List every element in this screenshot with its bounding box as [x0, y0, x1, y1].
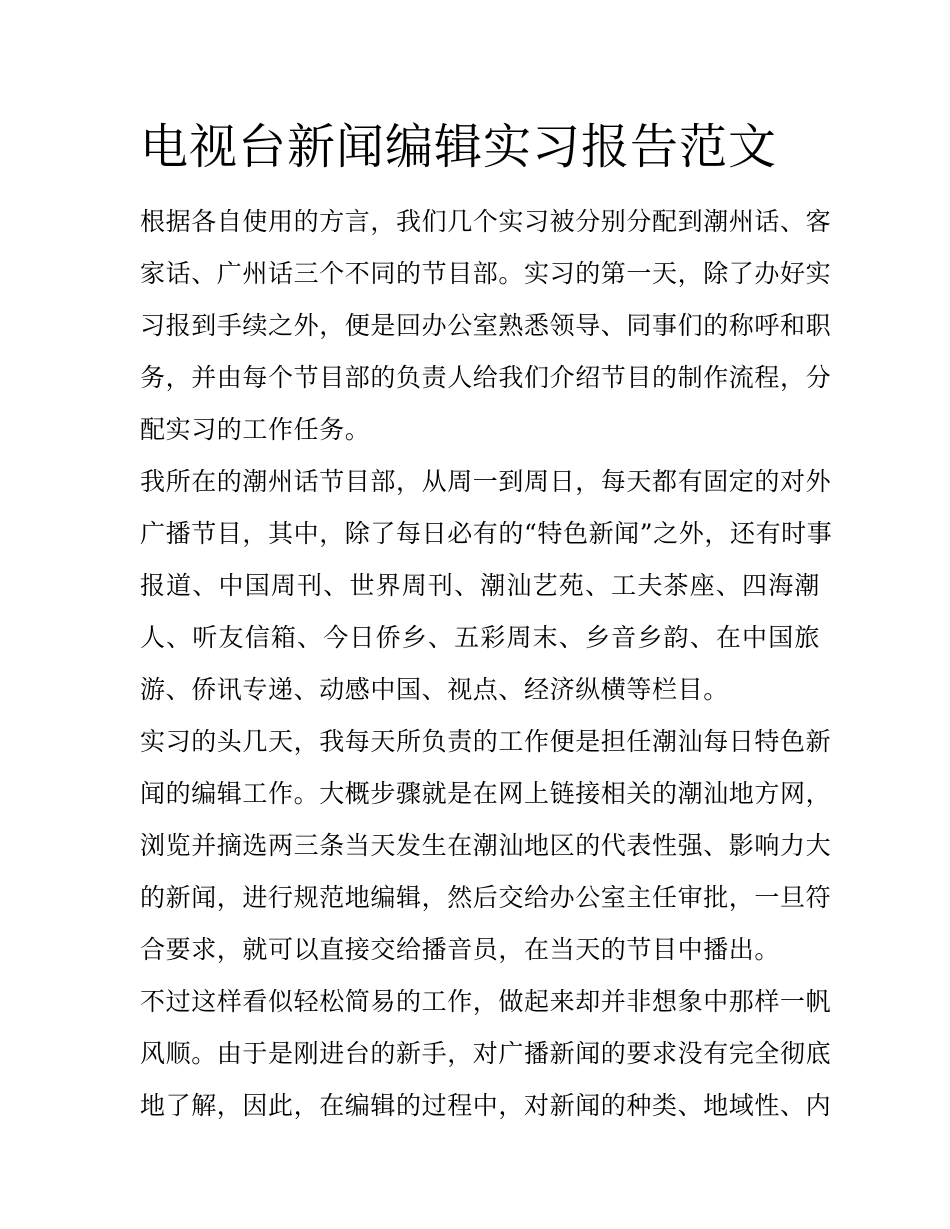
paragraph-line: 不过这样看似轻松简易的工作，做起来却并非想象中那样一帆 [140, 987, 832, 1016]
paragraph-line: 务，并由每个节目部的负责人给我们介绍节目的制作流程，分 [140, 363, 832, 392]
paragraph-line: 习报到手续之外，便是回办公室熟悉领导、同事们的称呼和职 [140, 311, 832, 340]
paragraph-line: 合要求，就可以直接交给播音员，在当天的节目中播出。 [140, 935, 781, 964]
paragraph-line: 浏览并摘选两三条当天发生在潮汕地区的代表性强、影响力大 [140, 831, 832, 860]
paragraph-line: 我所在的潮州话节目部，从周一到周日，每天都有固定的对外 [140, 467, 832, 496]
paragraph-line: 实习的头几天，我每天所负责的工作便是担任潮汕每日特色新 [140, 727, 832, 756]
document-title: 电视台新闻编辑实习报告范文 [140, 119, 778, 175]
paragraph-line: 的新闻，进行规范地编辑，然后交给办公室主任审批，一旦符 [140, 883, 832, 912]
paragraph-line: 根据各自使用的方言，我们几个实习被分别分配到潮州话、客 [140, 207, 832, 236]
paragraph-line: 家话、广州话三个不同的节目部。实习的第一天，除了办好实 [140, 259, 832, 288]
paragraph-line: 风顺。由于是刚进台的新手，对广播新闻的要求没有完全彻底 [140, 1039, 832, 1068]
paragraph-1 [140, 196, 832, 456]
paragraph-4 [140, 976, 832, 1132]
paragraph-line: 地了解，因此，在编辑的过程中，对新闻的种类、地域性、内 [140, 1091, 832, 1120]
paragraph-line: 游、侨讯专递、动感中国、视点、经济纵横等栏目。 [140, 675, 729, 704]
paragraph-line: 配实习的工作任务。 [140, 415, 371, 444]
paragraph-line: 闻的编辑工作。大概步骤就是在网上链接相关的潮汕地方网， [140, 779, 832, 808]
document-body [140, 196, 833, 1132]
paragraph-2 [140, 456, 833, 716]
paragraph-line: 人、听友信箱、今日侨乡、五彩周末、乡音乡韵、在中国旅 [140, 623, 820, 652]
paragraph-line: 广播节目，其中，除了每日必有的“特色新闻”之外，还有时事 [140, 519, 833, 548]
paragraph-line: 报道、中国周刊、世界周刊、潮汕艺苑、工夫茶座、四海潮 [140, 571, 820, 600]
paragraph-3 [140, 716, 832, 976]
